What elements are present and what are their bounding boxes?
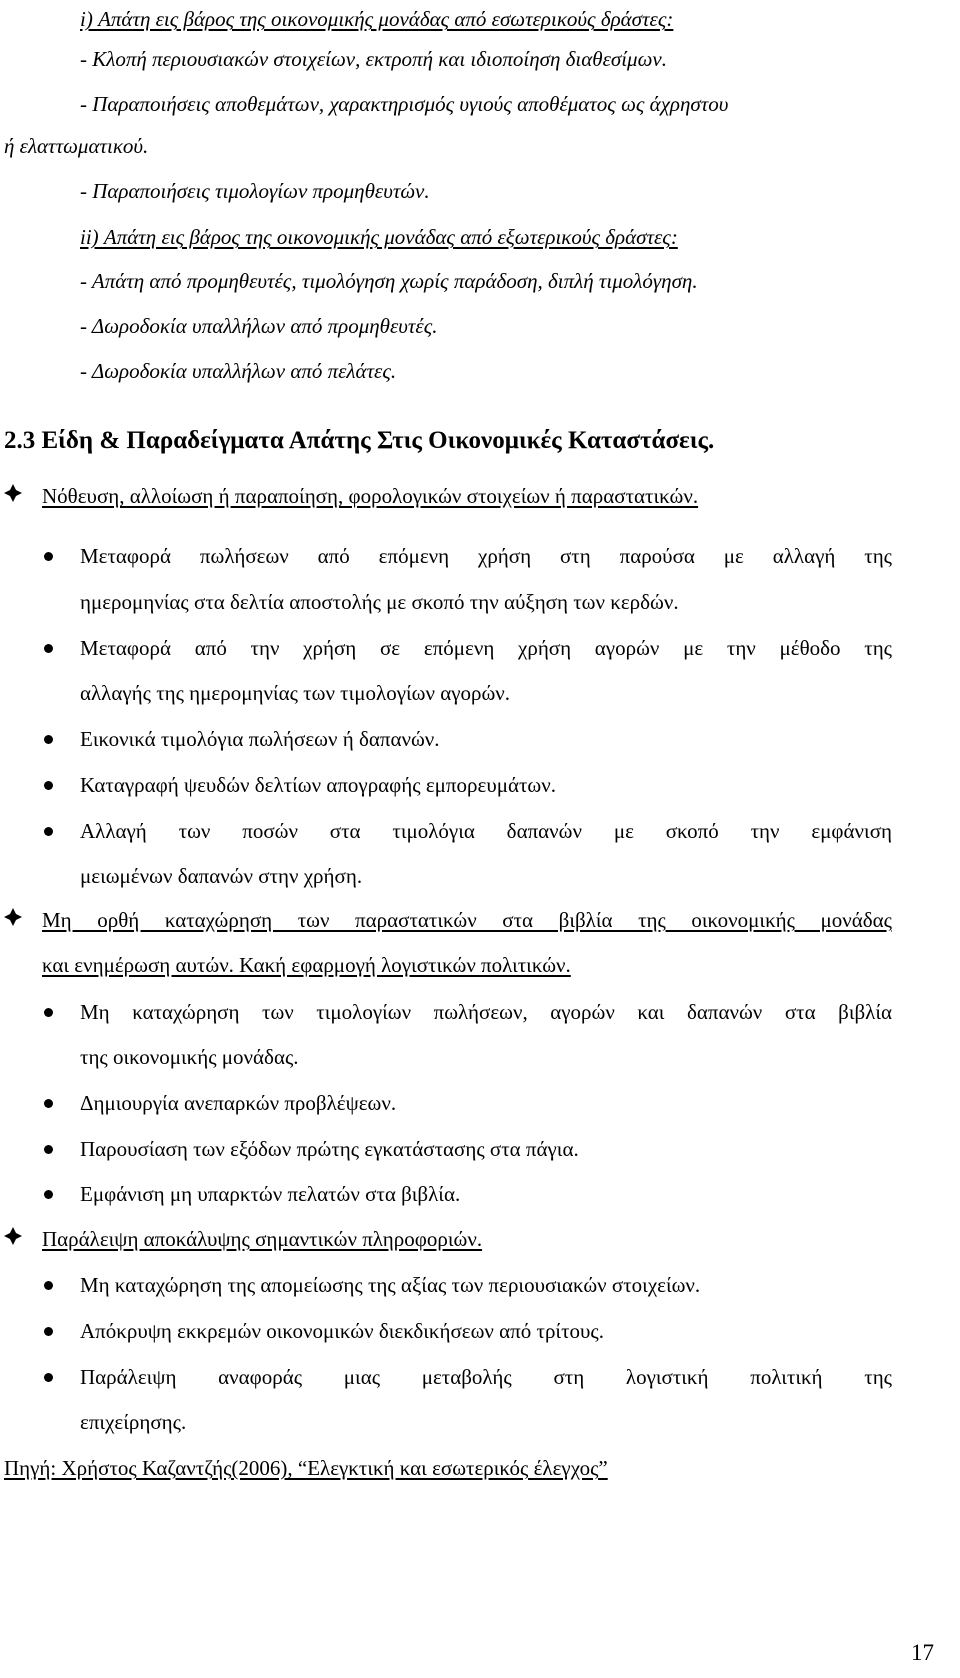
list-item: - Παραποιήσεις τιμολογίων προμηθευτών. xyxy=(80,179,430,203)
diamond-bullet-icon xyxy=(4,1227,22,1245)
list-item: Μη καταχώρηση των τιμολογίων πωλήσεων, αγορών και δαπανών στα βιβλία xyxy=(80,1000,892,1024)
list-item: ή ελαττωματικού. xyxy=(4,134,149,158)
list-item: Παράλειψη αναφοράς μιας μεταβολής στη λογιστική πολιτική της xyxy=(80,1365,892,1389)
group-heading: Μη ορθή καταχώρηση των παραστατικών στα βιβλία της οικονομικής μονάδας xyxy=(42,908,892,932)
list-item: Μεταφορά πωλήσεων από επόμενη χρήση στη παρούσα με αλλαγή της xyxy=(80,544,892,568)
source-citation: Πηγή: Χρήστος Καζαντζής(2006), “Ελεγκτική και εσωτερικός έλεγχος” xyxy=(4,1456,608,1480)
group-heading: Παράλειψη αποκάλυψης σημαντικών πληροφοριών. xyxy=(42,1227,483,1251)
diamond-bullet-icon xyxy=(4,908,22,926)
bullet-icon xyxy=(44,1190,53,1199)
bullet-icon xyxy=(44,1008,53,1017)
bullet-icon xyxy=(44,1373,53,1382)
list-item: - Κλοπή περιουσιακών στοιχείων, εκτροπή και ιδιοποίηση διαθεσίμων. xyxy=(80,47,667,71)
bullet-icon xyxy=(44,1281,53,1290)
list-item: - Δωροδοκία υπαλλήλων από πελάτες. xyxy=(80,359,397,383)
bullet-icon xyxy=(44,827,53,836)
external-fraud-heading: ii) Απάτη εις βάρος της οικονομικής μονάδας από εξωτερικούς δράστες: xyxy=(80,225,678,249)
list-item: - Παραποιήσεις αποθεμάτων, χαρακτηρισμός υγιούς αποθέματος ως άχρηστου xyxy=(80,92,729,116)
list-item: Απόκρυψη εκκρεμών οικονομικών διεκδικήσεων από τρίτους. xyxy=(80,1319,604,1343)
list-item-continuation: ημερομηνίας στα δελτία αποστολής με σκοπό την αύξηση των κερδών. xyxy=(80,590,679,614)
list-item: - Δωροδοκία υπαλλήλων από προμηθευτές. xyxy=(80,314,438,338)
group-heading-continuation: και ενημέρωση αυτών. Κακή εφαρμογή λογιστικών πολιτικών. xyxy=(42,953,571,977)
diamond-bullet-icon xyxy=(4,484,22,502)
group-heading: Νόθευση, αλλοίωση ή παραποίηση, φορολογικών στοιχείων ή παραστατικών. xyxy=(42,484,699,508)
list-item-continuation: της οικονομικής μονάδας. xyxy=(80,1045,299,1069)
bullet-icon xyxy=(44,552,53,561)
list-item: - Απάτη από προμηθευτές, τιμολόγηση χωρίς παράδοση, διπλή τιμολόγηση. xyxy=(80,269,698,293)
bullet-icon xyxy=(44,1099,53,1108)
list-item: Μη καταχώρηση της απομείωσης της αξίας των περιουσιακών στοιχείων. xyxy=(80,1273,701,1297)
bullet-icon xyxy=(44,1327,53,1336)
list-item-continuation: επιχείρησης. xyxy=(80,1410,187,1434)
section-title: 2.3 Είδη & Παραδείγματα Απάτης Στις Οικονομικές Καταστάσεις. xyxy=(4,427,715,454)
internal-fraud-heading: i) Απάτη εις βάρος της οικονομικής μονάδας από εσωτερικούς δράστες: xyxy=(80,7,674,31)
list-item-continuation: μειωμένων δαπανών στην χρήση. xyxy=(80,864,363,888)
list-item: Αλλαγή των ποσών στα τιμολόγια δαπανών με σκοπό την εμφάνιση xyxy=(80,819,892,843)
list-item: Καταγραφή ψευδών δελτίων απογραφής εμπορευμάτων. xyxy=(80,773,556,797)
list-item: Μεταφορά από την χρήση σε επόμενη χρήση αγορών με την μέθοδο της xyxy=(80,636,892,660)
list-item: Δημιουργία ανεπαρκών προβλέψεων. xyxy=(80,1091,397,1115)
list-item: Εμφάνιση μη υπαρκτών πελατών στα βιβλία. xyxy=(80,1182,461,1206)
bullet-icon xyxy=(44,1145,53,1154)
list-item: Παρουσίαση των εξόδων πρώτης εγκατάστασης στα πάγια. xyxy=(80,1137,579,1161)
list-item: Εικονικά τιμολόγια πωλήσεων ή δαπανών. xyxy=(80,727,440,751)
bullet-icon xyxy=(44,735,53,744)
list-item-continuation: αλλαγής της ημερομηνίας των τιμολογίων αγορών. xyxy=(80,681,511,705)
bullet-icon xyxy=(44,644,53,653)
bullet-icon xyxy=(44,781,53,790)
page-number: 17 xyxy=(911,1640,934,1665)
